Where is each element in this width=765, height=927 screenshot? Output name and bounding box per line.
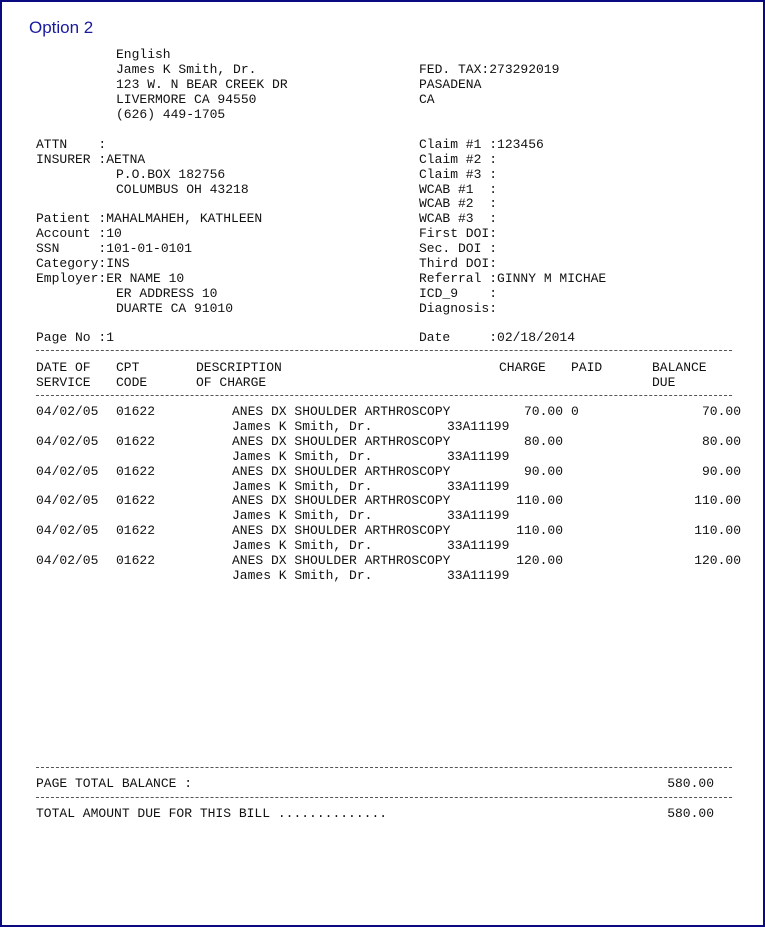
claim1-line: Claim #1 :123456	[419, 137, 544, 152]
row-charge: 110.00	[516, 523, 563, 539]
col-paid: PAID	[571, 360, 603, 375]
wcab2-line: WCAB #2 :	[419, 196, 498, 211]
referral-line: Referral :GINNY M MICHAE	[419, 271, 607, 286]
provider-name: James K Smith, Dr.	[116, 62, 257, 77]
row-code: 33A11199	[447, 419, 510, 434]
row-provider: James K Smith, Dr.	[232, 538, 373, 554]
row-balance: 120.00	[694, 553, 741, 568]
row-provider: James K Smith, Dr.	[232, 478, 373, 494]
provider-language: English	[116, 47, 171, 62]
provider-address: 123 W. N BEAR CREEK DR	[116, 77, 288, 92]
row-charge: 120.00	[516, 553, 563, 568]
row-date: 04/02/05	[36, 523, 99, 539]
row-balance: 80.00	[701, 433, 741, 449]
row-code: 33A11199	[447, 538, 510, 554]
ssn-line: SSN :101-01-0101	[36, 241, 193, 256]
col-desc-2: OF CHARGE	[196, 375, 267, 390]
third-doi-line: Third DOI:	[419, 256, 498, 271]
row-date: 04/02/05	[36, 553, 99, 568]
row-date: 04/02/05	[36, 463, 99, 479]
account-line: Account :10	[36, 226, 122, 241]
claim3-line: Claim #3 :	[419, 167, 498, 182]
row-date: 04/02/05	[36, 493, 99, 509]
row-charge: 70.00	[523, 404, 563, 419]
patient-line: Patient :MAHALMAHEH, KATHLEEN	[36, 211, 263, 226]
provider-phone: (626) 449-1705	[116, 107, 226, 122]
employer-address1: ER ADDRESS 10	[116, 286, 218, 301]
bill-date: Date :02/18/2014	[419, 330, 576, 345]
provider-state2: CA	[419, 92, 435, 107]
col-desc-1: DESCRIPTION	[196, 360, 282, 375]
insurer-address2: COLUMBUS OH 43218	[116, 182, 249, 197]
col-date-1: DATE OF	[36, 360, 91, 375]
row-paid: 0	[571, 404, 579, 419]
row-cpt: 01622	[116, 553, 156, 568]
row-charge: 110.00	[516, 493, 563, 509]
totals-top-rule	[36, 767, 732, 768]
col-charge: CHARGE	[499, 360, 546, 375]
page-total-value: 580.00	[667, 776, 714, 791]
row-cpt: 01622	[116, 493, 156, 509]
amount-due-value: 580.00	[667, 806, 714, 821]
row-date: 04/02/05	[36, 404, 99, 419]
fed-tax: FED. TAX:273292019	[419, 62, 560, 77]
row-code: 33A11199	[447, 448, 510, 464]
row-description: ANES DX SHOULDER ARTHROSCOPY	[232, 493, 451, 509]
totals-mid-rule	[36, 797, 732, 798]
insurer-address1: P.O.BOX 182756	[116, 167, 226, 182]
attn-line: ATTN :	[36, 137, 107, 152]
row-cpt: 01622	[116, 404, 156, 419]
row-balance: 110.00	[694, 523, 741, 539]
row-provider: James K Smith, Dr.	[232, 568, 373, 583]
first-doi-line: First DOI:	[419, 226, 498, 241]
diagnosis-line: Diagnosis:	[419, 301, 498, 316]
page-number: Page No :1	[36, 330, 115, 345]
employer-line: Employer:ER NAME 10	[36, 271, 185, 286]
employer-address2: DUARTE CA 91010	[116, 301, 234, 316]
wcab3-line: WCAB #3 :	[419, 211, 498, 226]
category-line: Category:INS	[36, 256, 130, 271]
row-balance: 90.00	[701, 463, 741, 479]
claim2-line: Claim #2 :	[419, 152, 498, 167]
page-total-label: PAGE TOTAL BALANCE :	[36, 776, 193, 791]
row-code: 33A11199	[447, 508, 510, 524]
col-balance-1: BALANCE	[652, 360, 707, 375]
row-cpt: 01622	[116, 523, 156, 539]
row-provider: James K Smith, Dr.	[232, 419, 373, 434]
row-description: ANES DX SHOULDER ARTHROSCOPY	[232, 433, 451, 449]
provider-city2: PASADENA	[419, 77, 482, 92]
row-provider: James K Smith, Dr.	[232, 508, 373, 524]
sec-doi-line: Sec. DOI :	[419, 241, 498, 256]
provider-city: LIVERMORE CA 94550	[116, 92, 257, 107]
icd9-line: ICD_9 :	[419, 286, 498, 301]
wcab1-line: WCAB #1 :	[419, 182, 498, 197]
row-date: 04/02/05	[36, 433, 99, 449]
header-top-rule	[36, 350, 732, 351]
row-balance: 110.00	[694, 493, 741, 509]
amount-due-label: TOTAL AMOUNT DUE FOR THIS BILL ..............	[36, 806, 388, 821]
row-cpt: 01622	[116, 433, 156, 449]
row-description: ANES DX SHOULDER ARTHROSCOPY	[232, 523, 451, 539]
row-charge: 80.00	[523, 433, 563, 449]
col-balance-2: DUE	[652, 375, 676, 390]
row-description: ANES DX SHOULDER ARTHROSCOPY	[232, 553, 451, 568]
row-charge: 90.00	[523, 463, 563, 479]
row-provider: James K Smith, Dr.	[232, 448, 373, 464]
col-cpt-2: CODE	[116, 375, 148, 390]
row-description: ANES DX SHOULDER ARTHROSCOPY	[232, 404, 451, 419]
col-date-2: SERVICE	[36, 375, 91, 390]
header-bottom-rule	[36, 395, 732, 396]
row-balance: 70.00	[701, 404, 741, 419]
row-description: ANES DX SHOULDER ARTHROSCOPY	[232, 463, 451, 479]
row-code: 33A11199	[447, 478, 510, 494]
insurer-line: INSURER :AETNA	[36, 152, 146, 167]
row-cpt: 01622	[116, 463, 156, 479]
option-title: Option 2	[29, 18, 94, 37]
row-code: 33A11199	[447, 568, 510, 583]
col-cpt-1: CPT	[116, 360, 140, 375]
